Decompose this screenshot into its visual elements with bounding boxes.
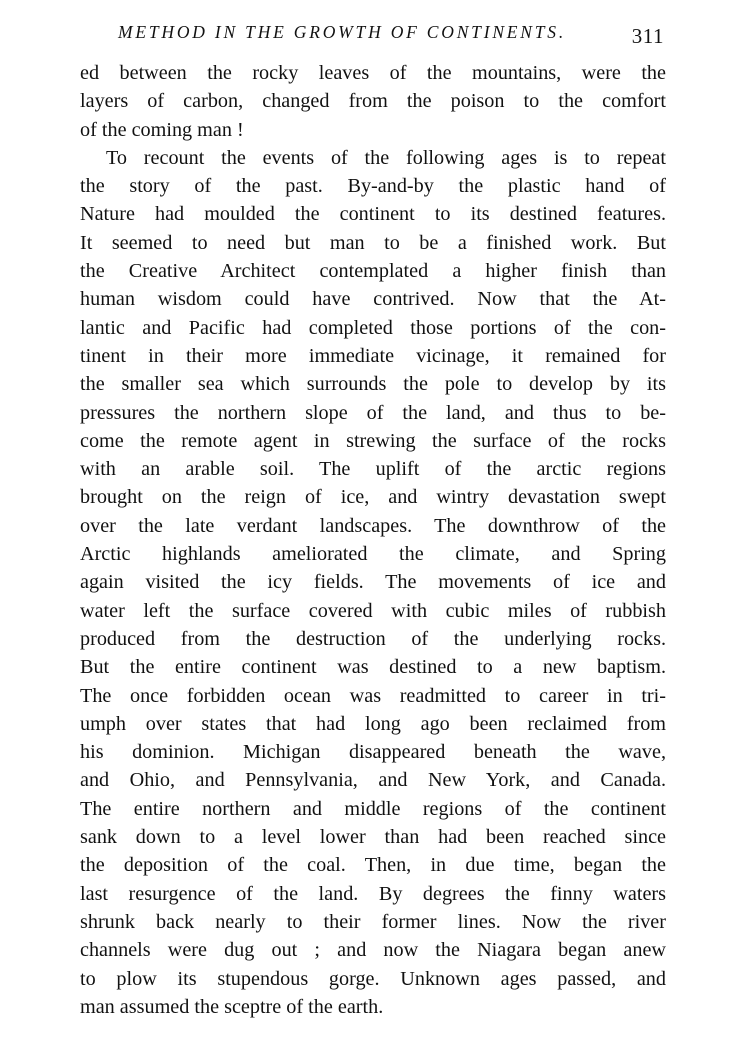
text-line: over the late verdant landscapes. The downthrow of the (80, 514, 666, 537)
text-line: ed between the rocky leaves of the mountains, were the (80, 62, 666, 84)
text-line: with an arable soil. The uplift of the arctic regions (80, 458, 666, 481)
text-line: again visited the icy fields. The movements of ice and (80, 571, 666, 594)
text-line: The entire northern and middle regions of the continent (80, 797, 666, 820)
text-line: To recount the events of the following ages is to repeat (106, 146, 666, 169)
text-line: to plow its stupendous gorge. Unknown ages passed, and (80, 967, 666, 990)
text-line: Arctic highlands ameliorated the climate, and Spring (80, 543, 666, 566)
text-line: the smaller sea which surrounds the pole to develop by its (80, 373, 666, 396)
text-line: But the entire continent was destined to a new baptism. (80, 656, 666, 679)
text-line: his dominion. Michigan disappeared beneath the wave, (80, 741, 666, 764)
text-line: umph over states that had long ago been reclaimed from (80, 712, 666, 735)
text-line: It seemed to need but man to be a finished work. But (80, 231, 666, 254)
text-line: last resurgence of the land. By degrees the finny waters (80, 882, 666, 905)
text-line: the story of the past. By-and-by the plastic hand of (80, 175, 666, 198)
text-line: lantic and Pacific had completed those portions of the con- (80, 316, 666, 339)
text-line: and Ohio, and Pennsylvania, and New York, and Canada. (80, 769, 666, 792)
text-line: of the coming man ! (80, 118, 244, 141)
running-title: METHOD IN THE GROWTH OF CONTINENTS. (118, 22, 567, 42)
text-line: water left the surface covered with cubic miles of rubbish (80, 599, 666, 622)
text-line: The once forbidden ocean was readmitted to career in tri- (80, 684, 666, 707)
text-line: the deposition of the coal. Then, in due time, began the (80, 854, 666, 877)
text-line: layers of carbon, changed from the poison to the comfort (80, 90, 666, 113)
text-line: shrunk back nearly to their former lines. Now the river (80, 910, 666, 933)
running-head (118, 14, 664, 48)
text-line: come the remote agent in strewing the surface of the rocks (80, 429, 666, 452)
text-line: brought on the reign of ice, and wintry devastation swept (80, 486, 666, 509)
text-line: Nature had moulded the continent to its destined features. (80, 203, 666, 226)
body-text (80, 59, 666, 1021)
text-line: the Creative Architect contemplated a higher finish than (80, 260, 666, 283)
text-line: sank down to a level lower than had been reached since (80, 826, 666, 849)
text-line: tinent in their more immediate vicinage, it remained for (80, 344, 666, 367)
text-line: produced from the destruction of the underlying rocks. (80, 627, 666, 650)
text-line: human wisdom could have contrived. Now that the At- (80, 288, 666, 311)
text-line: man assumed the sceptre of the earth. (80, 995, 384, 1018)
page-number: 311 (631, 24, 664, 48)
text-line: pressures the northern slope of the land, and thus to be- (80, 401, 666, 424)
text-line: channels were dug out ; and now the Niagara began anew (80, 939, 666, 962)
